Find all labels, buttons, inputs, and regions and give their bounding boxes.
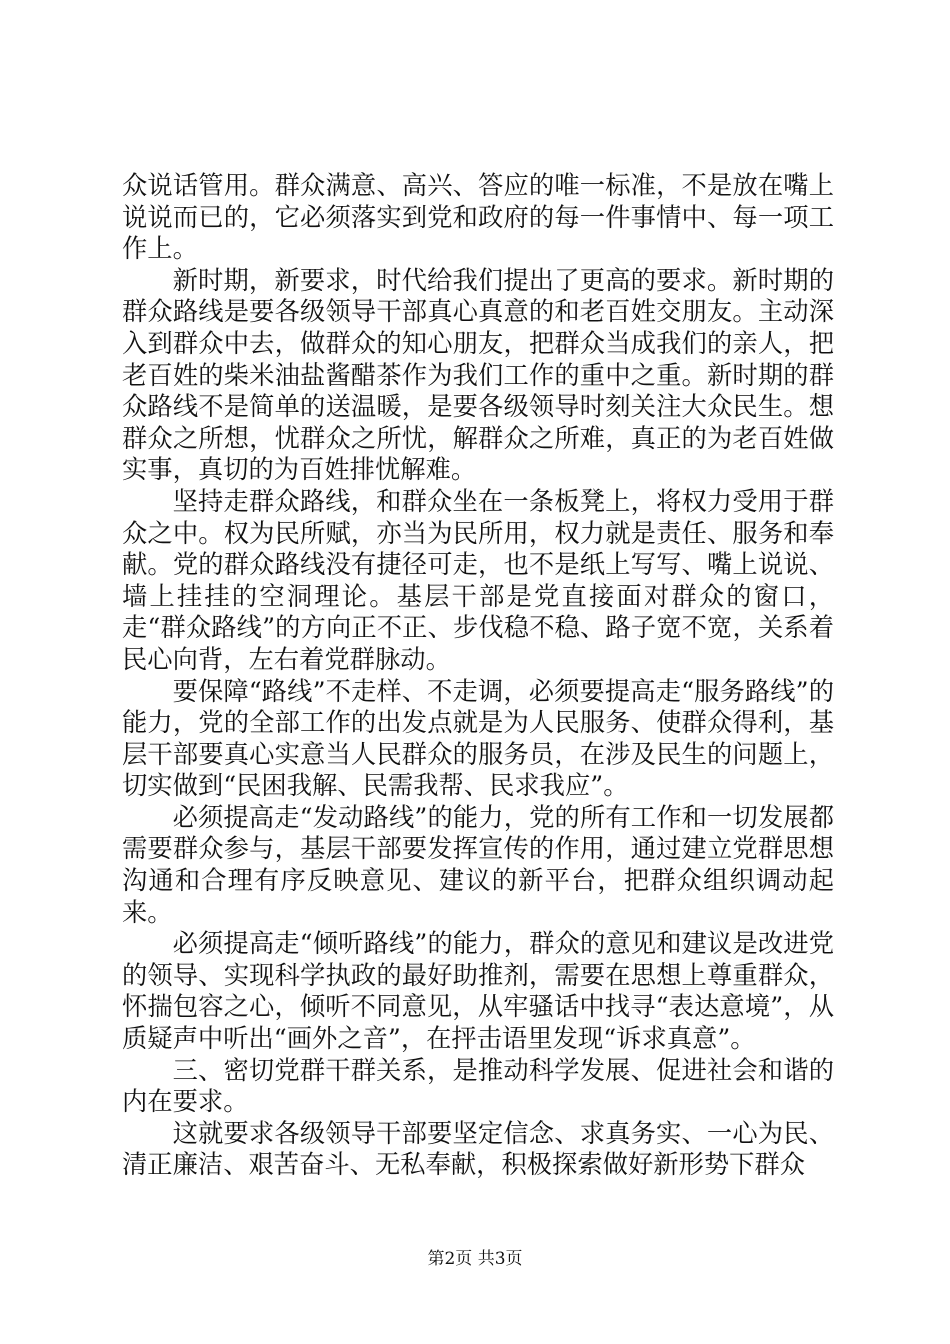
paragraph-requirements: 这就要求各级领导干部要坚定信念、求真务实、一心为民、清正廉洁、艰苦奋斗、无私奉献，积极探索做好新形势下群众: [122, 1118, 834, 1180]
paragraph-continued: 众说话管用。群众满意、高兴、答应的唯一标准，不是放在嘴上说说而已的，它必须落实到党和政府的每一件事情中、每一项工作上。: [122, 171, 834, 264]
section-heading-three: 三、密切党群干群关系，是推动科学发展、促进社会和谐的内在要求。: [122, 1055, 834, 1117]
document-body: [122, 170, 834, 1181]
paragraph-mass-line: 坚持走群众路线，和群众坐在一条板凳上，将权力受用于群众之中。权为民所赋，亦当为民所用，权力就是责任、服务和奉献。党的群众路线没有捷径可走，也不是纸上写写、嘴上说说、墙上挂挂的空洞理论。基层干部是党直接面对群众的窗口，走“群众路线”的方向正不正、步伐稳不稳、路子宽不宽，关系着民心向背，左右着党群脉动。: [122, 486, 834, 674]
paragraph-mobilize-line: 必须提高走“发动路线”的能力，党的所有工作和一切发展都需要群众参与，基层干部要发挥宣传的作用，通过建立党群思想沟通和合理有序反映意见、建议的新平台，把群众组织调动起来。: [122, 802, 834, 927]
paragraph-listen-line: 必须提高走“倾听路线”的能力，群众的意见和建议是改进党的领导、实现科学执政的最好助推剂，需要在思想上尊重群众，怀揣包容之心，倾听不同意见，从牢骚话中找寻“表达意境”，从质疑声中听出“画外之音”，在抨击语里发现“诉求真意”。: [122, 929, 834, 1054]
paragraph-service-line: 要保障“路线”不走样、不走调，必须要提高走“服务路线”的能力，党的全部工作的出发点就是为人民服务、使群众得利，基层干部要真心实意当人民群众的服务员，在涉及民生的问题上，切实做到“民困我解、民需我帮、民求我应”。: [122, 676, 834, 801]
paragraph-new-era: 新时期，新要求，时代给我们提出了更高的要求。新时期的群众路线是要各级领导干部真心真意的和老百姓交朋友。主动深入到群众中去，做群众的知心朋友，把群众当成我们的亲人，把老百姓的柴米油盐酱醋茶作为我们工作的重中之重。新时期的群众路线不是简单的送温暖，是要各级领导时刻关注大众民生。想群众之所想，忧群众之所忧，解群众之所难，真正的为老百姓做实事，真切的为百姓排忧解难。: [122, 265, 834, 485]
page-footer: 第2页 共3页: [427, 1249, 523, 1269]
